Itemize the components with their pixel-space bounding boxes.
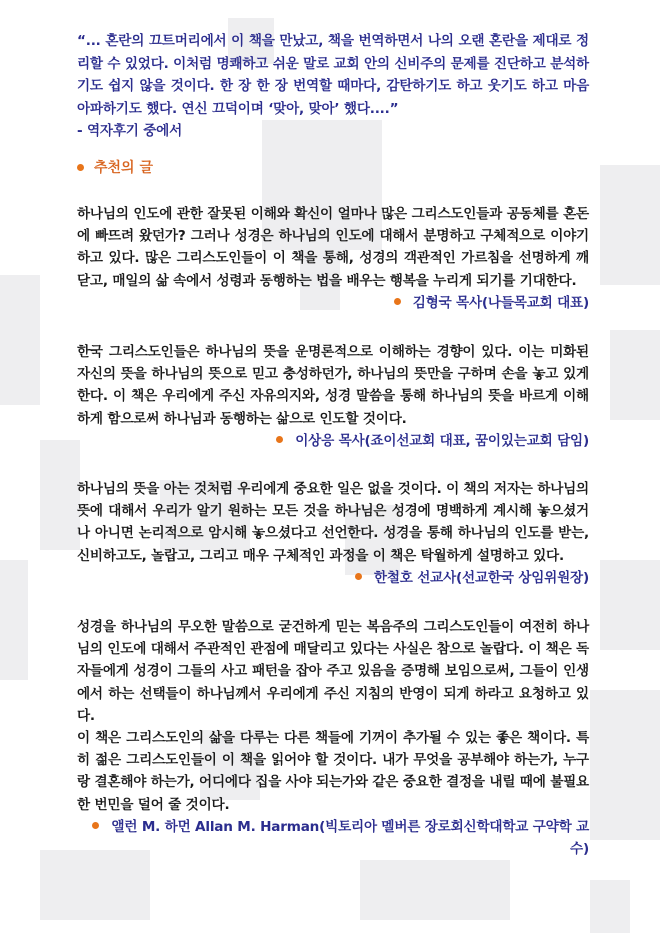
recommendation-attribution	[77, 816, 589, 860]
translator-quote-text: “... 혼란의 끄트머리에서 이 책을 만났고, 책을 번역하면서 나의 오랜 혼란을 제대로 정리할 수 있었다. 이처럼 명쾌하고 쉬운 말로 교회 안의 신비주의 문제를 진단하고 분석하기도 쉽지 않을 것이다. 한 장 한 장 번역할 때마다, 감탄하기도 하고 웃기도 하고 마음 아파하기도 했다. 연신 끄덕이며 ‘맞아, 맞아’ 했다....”	[77, 33, 589, 117]
attribution-name: 이상응 목사(죠이선교회 대표, 꿈이있는교회 담임)	[295, 432, 589, 449]
recommendation-text: 한국 그리스도인들은 하나님의 뜻을 운명론적으로 이해하는 경향이 있다. 이는 미화된 자신의 뜻을 하나님의 뜻으로 믿고 충성하던가, 하나님의 뜻만을 구하며 손을 놓고 있게 한다. 이 책은 우리에게 주신 자유의지와, 성경 말씀을 통해 하나님의 뜻을 바르게 이해하게 함으로써 하나님과 동행하는 삶으로 인도할 것이다.	[77, 344, 589, 427]
bullet-icon	[276, 436, 283, 443]
recommendation-attribution	[77, 430, 589, 452]
bullet-icon	[77, 164, 84, 171]
recommendation-text: 하나님의 인도에 관한 잘못된 이해와 확신이 얼마나 많은 그리스도인들과 공동체를 혼돈에 빠뜨려 왔던가? 그러나 성경은 하나님의 인도에 대해서 분명하고 구체적으로 이야기하고 있다. 많은 그리스도인들이 이 책을 통해, 성경의 객관적인 가르침을 선명하게 깨닫고, 매일의 삶 속에서 성령과 동행하는 법을 배우는 행복을 누리게 되기를 기대한다.	[77, 206, 589, 289]
attribution-name: 한철호 선교사(선교한국 상임위원장)	[373, 569, 589, 586]
bullet-icon	[394, 298, 401, 305]
translator-quote-source: - 역자후기 중에서	[77, 123, 183, 139]
bullet-icon	[355, 573, 362, 580]
recommendation-attribution	[77, 292, 589, 314]
recommendation-attribution	[77, 567, 589, 589]
recommendation-item	[77, 341, 589, 452]
attribution-name: 앨런 M. 하먼 Allan M. Harman(빅토리아 멜버른 장로회신학대학교 구약학 교수)	[111, 818, 589, 858]
recommendation-item	[77, 203, 589, 314]
section-title: 추천의 글	[94, 160, 153, 176]
translator-quote	[77, 30, 589, 143]
recommendation-text: 이 책은 그리스도인의 삶을 다루는 다른 책들에 기꺼이 추가될 수 있는 좋은 책이다. 특히 젊은 그리스도인들이 이 책을 읽어야 할 것이다. 내가 무엇을 공부해야 하는가, 누구랑 결혼해야 하는가, 어디에다 집을 사야 되는가와 같은 중요한 결정을 내릴 때에 불필요한 번민을 덜어 줄 것이다.	[77, 730, 589, 813]
recommendation-text: 하나님의 뜻을 아는 것처럼 우리에게 중요한 일은 없을 것이다. 이 책의 저자는 하나님의 뜻에 대해서 우리가 알기 원하는 모든 것을 하나님은 성경에 명백하게 계시해 놓으셨거나 아니면 논리적으로 암시해 놓으셨다고 선언한다. 성경을 통해 하나님의 인도를 받는, 신비하고도, 놀랍고, 그리고 매우 구체적인 과정을 이 책은 탁월하게 설명하고 있다.	[77, 481, 589, 564]
recommendation-item	[77, 478, 589, 589]
section-heading	[77, 157, 153, 177]
attribution-name: 김형국 목사(나들목교회 대표)	[412, 294, 589, 311]
recommendation-text: 성경을 하나님의 무오한 말씀으로 굳건하게 믿는 복음주의 그리스도인들이 여전히 하나님의 인도에 대해서 주관적인 관점에 매달리고 있다는 사실은 참으로 놀랍다. 이 책은 독자들에게 성경이 그들의 사고 패턴을 잡아 주고 있음을 증명해 보임으로써, 그들이 인생에서 하는 선택들이 하나님께서 우리에게 주신 지침의 반영이 되게 하라고 요청하고 있다.	[77, 619, 589, 724]
bullet-icon	[92, 822, 99, 829]
recommendation-item	[77, 616, 589, 860]
recommendations-list	[77, 203, 589, 860]
